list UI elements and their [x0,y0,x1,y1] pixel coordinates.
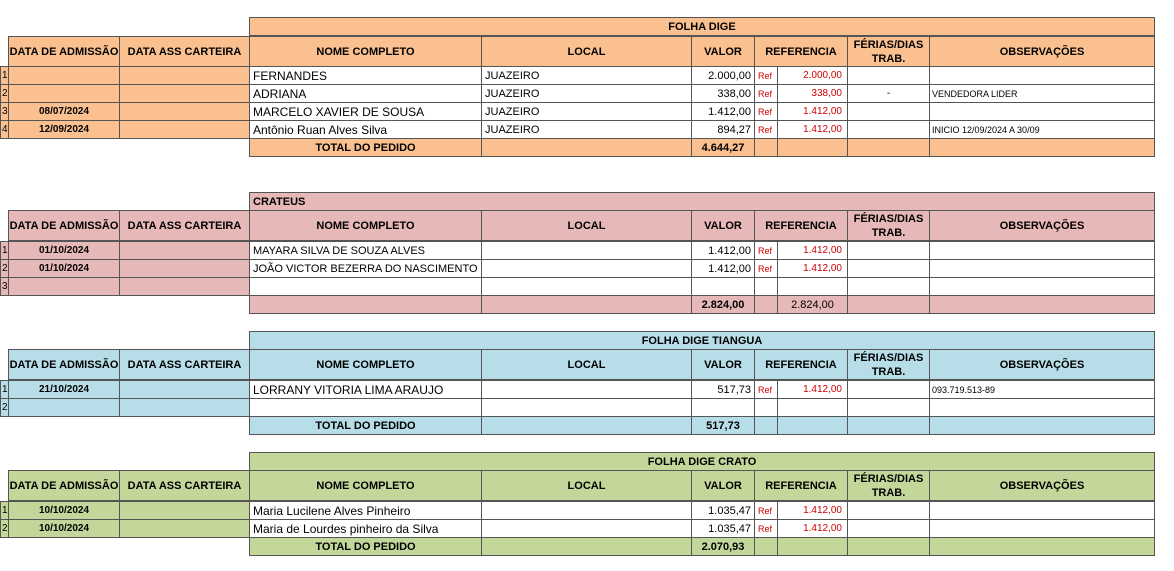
ref-tag[interactable]: Ref [754,259,778,278]
cell-referencia[interactable]: 1.412,00 [777,501,848,520]
cell-valor[interactable]: 1.412,00 [691,259,755,278]
cell-data-ass-carteira[interactable] [119,398,250,417]
cell-valor[interactable]: 1.035,47 [691,519,755,538]
cell-referencia[interactable] [777,398,848,417]
cell-nome-completo[interactable]: MAYARA SILVA DE SOUZA ALVES [249,241,482,260]
cell-local[interactable]: JUAZEIRO [481,66,692,85]
header-valor[interactable]: VALOR [691,36,755,67]
total-observacoes[interactable] [929,537,1155,556]
header-nome-completo[interactable]: NOME COMPLETO [249,349,482,380]
cell-ferias[interactable] [847,259,930,278]
table-row [0,380,1174,399]
total-label[interactable]: TOTAL DO PEDIDO [249,416,482,435]
cell-data-admissao[interactable]: 08/07/2024 [8,102,120,121]
cell-data-admissao[interactable]: 21/10/2024 [8,380,120,399]
header-data-ass-carteira[interactable]: DATA ASS CARTEIRA [119,349,250,380]
cell-local[interactable] [481,241,692,260]
header-valor[interactable]: VALOR [691,470,755,501]
total-local[interactable] [481,537,692,556]
header-nome-completo[interactable]: NOME COMPLETO [249,36,482,67]
section-title[interactable]: FOLHA DIGE TIANGUA [249,331,1155,350]
cell-valor[interactable]: 1.035,47 [691,501,755,520]
table-row [0,277,1174,296]
cell-local[interactable]: JUAZEIRO [481,84,692,103]
total-ferias[interactable] [847,416,930,435]
cell-ferias[interactable] [847,398,930,417]
header-row [0,349,1174,380]
table-row [0,259,1174,278]
total-row [0,537,1174,556]
table-row [0,241,1174,260]
total-ferias[interactable] [847,138,930,157]
ref-tag-empty[interactable] [754,277,778,296]
cell-referencia[interactable]: 1.412,00 [777,241,848,260]
ref-tag[interactable]: Ref [754,66,778,85]
header-ferias[interactable]: FÉRIAS/DIAS TRAB. [847,470,930,501]
row-number[interactable]: 1 [0,501,9,520]
header-local[interactable]: LOCAL [481,36,692,67]
cell-observacoes[interactable] [929,66,1155,85]
cell-nome-completo[interactable]: LORRANY VITORIA LIMA ARAUJO [249,380,482,399]
header-valor[interactable]: VALOR [691,210,755,241]
header-data-admissao[interactable]: DATA DE ADMISSÃO [8,210,120,241]
cell-data-ass-carteira[interactable] [119,84,250,103]
cell-nome-completo[interactable] [249,277,482,296]
row-number[interactable]: 2 [0,259,9,278]
total-observacoes[interactable] [929,295,1155,314]
total-observacoes[interactable] [929,416,1155,435]
ref-tag[interactable]: Ref [754,501,778,520]
header-valor[interactable]: VALOR [691,349,755,380]
ref-tag[interactable]: Ref [754,102,778,121]
cell-referencia[interactable]: 338,00 [777,84,848,103]
cell-data-ass-carteira[interactable] [119,501,250,520]
header-observacoes[interactable]: OBSERVAÇÕES [929,36,1155,67]
cell-data-admissao[interactable]: 10/10/2024 [8,501,120,520]
cell-observacoes[interactable] [929,398,1155,417]
total-label[interactable] [249,295,482,314]
total-row [0,295,1174,314]
row-number[interactable]: 1 [0,380,9,399]
total-local[interactable] [481,138,692,157]
cell-local[interactable] [481,519,692,538]
cell-observacoes[interactable] [929,241,1155,260]
header-data-ass-carteira[interactable]: DATA ASS CARTEIRA [119,210,250,241]
cell-observacoes[interactable]: VENDEDORA LIDER [929,84,1155,103]
cell-nome-completo[interactable] [249,398,482,417]
ref-tag-empty[interactable] [754,398,778,417]
cell-ferias[interactable] [847,241,930,260]
cell-local[interactable] [481,259,692,278]
cell-valor[interactable]: 1.412,00 [691,241,755,260]
row-number[interactable]: 2 [0,519,9,538]
cell-data-ass-carteira[interactable] [119,259,250,278]
cell-ferias[interactable] [847,380,930,399]
cell-data-admissao[interactable] [8,277,120,296]
row-number[interactable]: 4 [0,120,9,139]
table-row [0,66,1174,85]
cell-observacoes[interactable] [929,259,1155,278]
header-data-admissao[interactable]: DATA DE ADMISSÃO [8,470,120,501]
cell-local[interactable] [481,380,692,399]
cell-valor[interactable]: 2.000,00 [691,66,755,85]
header-local[interactable]: LOCAL [481,210,692,241]
cell-referencia[interactable]: 2.000,00 [777,66,848,85]
cell-nome-completo[interactable]: Maria Lucilene Alves Pinheiro [249,501,482,520]
total-referencia[interactable] [777,537,848,556]
total-row [0,138,1174,157]
header-ferias[interactable]: FÉRIAS/DIAS TRAB. [847,349,930,380]
cell-local[interactable] [481,501,692,520]
total-value[interactable]: 517,73 [691,416,755,435]
cell-local[interactable] [481,277,692,296]
total-ref-tag[interactable] [754,138,778,157]
total-ferias[interactable] [847,295,930,314]
header-ferias[interactable]: FÉRIAS/DIAS TRAB. [847,210,930,241]
header-data-ass-carteira[interactable]: DATA ASS CARTEIRA [119,470,250,501]
total-label[interactable]: TOTAL DO PEDIDO [249,138,482,157]
row-number[interactable]: 2 [0,398,9,417]
section-title[interactable]: FOLHA DIGE [249,17,1155,36]
cell-nome-completo[interactable]: ADRIANA [249,84,482,103]
cell-local[interactable]: JUAZEIRO [481,120,692,139]
total-referencia[interactable] [777,416,848,435]
header-data-admissao[interactable]: DATA DE ADMISSÃO [8,349,120,380]
cell-valor[interactable]: 517,73 [691,380,755,399]
cell-referencia[interactable]: 1.412,00 [777,519,848,538]
ref-tag[interactable]: Ref [754,380,778,399]
cell-ferias[interactable] [847,66,930,85]
section-title-row [0,331,1174,350]
cell-observacoes[interactable] [929,501,1155,520]
ref-tag[interactable]: Ref [754,120,778,139]
cell-nome-completo[interactable]: MARCELO XAVIER DE SOUSA [249,102,482,121]
cell-observacoes[interactable]: 093.719.513-89 [929,380,1155,399]
cell-valor[interactable]: 1.412,00 [691,102,755,121]
total-referencia[interactable]: 2.824,00 [777,295,848,314]
cell-data-admissao[interactable] [8,66,120,85]
header-row [0,470,1174,501]
cell-data-admissao[interactable] [8,398,120,417]
cell-ferias[interactable] [847,519,930,538]
header-local[interactable]: LOCAL [481,349,692,380]
section-title[interactable]: FOLHA DIGE CRATO [249,452,1155,471]
header-referencia[interactable]: REFERENCIA [754,210,848,241]
header-referencia[interactable]: REFERENCIA [754,470,848,501]
table-row [0,102,1174,121]
cell-valor[interactable]: 894,27 [691,120,755,139]
cell-data-admissao[interactable]: 01/10/2024 [8,241,120,260]
total-ref-tag[interactable] [754,295,778,314]
cell-data-ass-carteira[interactable] [119,66,250,85]
header-observacoes[interactable]: OBSERVAÇÕES [929,349,1155,380]
cell-valor[interactable] [691,277,755,296]
table-row [0,501,1174,520]
total-ref-tag[interactable] [754,416,778,435]
cell-ferias[interactable]: - [847,84,930,103]
total-value[interactable]: 2.070,93 [691,537,755,556]
total-local[interactable] [481,295,692,314]
cell-data-admissao[interactable]: 12/09/2024 [8,120,120,139]
cell-nome-completo[interactable]: Antônio Ruan Alves Silva [249,120,482,139]
cell-nome-completo[interactable]: FERNANDES [249,66,482,85]
cell-referencia[interactable] [777,277,848,296]
header-observacoes[interactable]: OBSERVAÇÕES [929,470,1155,501]
total-referencia[interactable] [777,138,848,157]
ref-tag[interactable]: Ref [754,241,778,260]
row-number[interactable]: 3 [0,277,9,296]
cell-observacoes[interactable]: INICIO 12/09/2024 A 30/09 [929,120,1155,139]
cell-local[interactable] [481,398,692,417]
table-row [0,120,1174,139]
header-data-admissao[interactable]: DATA DE ADMISSÃO [8,36,120,67]
section-title-row [0,192,1174,211]
cell-data-ass-carteira[interactable] [119,241,250,260]
ref-tag[interactable]: Ref [754,84,778,103]
row-number[interactable]: 1 [0,241,9,260]
row-number[interactable]: 3 [0,102,9,121]
total-value[interactable]: 4.644,27 [691,138,755,157]
total-local[interactable] [481,416,692,435]
cell-observacoes[interactable] [929,102,1155,121]
row-number[interactable]: 1 [0,66,9,85]
total-label[interactable]: TOTAL DO PEDIDO [249,537,482,556]
header-ferias[interactable]: FÉRIAS/DIAS TRAB. [847,36,930,67]
total-row [0,416,1174,435]
cell-referencia[interactable]: 1.412,00 [777,380,848,399]
header-referencia[interactable]: REFERENCIA [754,349,848,380]
header-data-ass-carteira[interactable]: DATA ASS CARTEIRA [119,36,250,67]
cell-referencia[interactable]: 1.412,00 [777,102,848,121]
cell-nome-completo[interactable]: JOÃO VICTOR BEZERRA DO NASCIMENTO [249,259,482,278]
ref-tag[interactable]: Ref [754,519,778,538]
cell-ferias[interactable] [847,277,930,296]
cell-data-admissao[interactable]: 01/10/2024 [8,259,120,278]
row-number[interactable]: 2 [0,84,9,103]
cell-data-admissao[interactable]: 10/10/2024 [8,519,120,538]
cell-nome-completo[interactable]: Maria de Lourdes pinheiro da Silva [249,519,482,538]
total-ref-tag[interactable] [754,537,778,556]
cell-observacoes[interactable] [929,277,1155,296]
header-nome-completo[interactable]: NOME COMPLETO [249,210,482,241]
total-value[interactable]: 2.824,00 [691,295,755,314]
header-row [0,36,1174,67]
cell-ferias[interactable] [847,501,930,520]
cell-data-ass-carteira[interactable] [119,277,250,296]
total-ferias[interactable] [847,537,930,556]
total-observacoes[interactable] [929,138,1155,157]
section-title-row [0,452,1174,471]
section-title-row [0,17,1174,36]
table-row [0,519,1174,538]
header-referencia[interactable]: REFERENCIA [754,36,848,67]
cell-data-ass-carteira[interactable] [119,102,250,121]
cell-valor[interactable]: 338,00 [691,84,755,103]
cell-data-ass-carteira[interactable] [119,120,250,139]
header-observacoes[interactable]: OBSERVAÇÕES [929,210,1155,241]
cell-data-ass-carteira[interactable] [119,519,250,538]
header-nome-completo[interactable]: NOME COMPLETO [249,470,482,501]
section-title[interactable]: CRATEUS [249,192,1155,211]
cell-data-admissao[interactable] [8,84,120,103]
cell-ferias[interactable] [847,120,930,139]
header-row [0,210,1174,241]
table-row [0,84,1174,103]
cell-observacoes[interactable] [929,519,1155,538]
cell-data-ass-carteira[interactable] [119,380,250,399]
cell-local[interactable]: JUAZEIRO [481,102,692,121]
header-local[interactable]: LOCAL [481,470,692,501]
cell-valor[interactable] [691,398,755,417]
table-row [0,398,1174,417]
cell-referencia[interactable]: 1.412,00 [777,120,848,139]
cell-ferias[interactable] [847,102,930,121]
cell-referencia[interactable]: 1.412,00 [777,259,848,278]
